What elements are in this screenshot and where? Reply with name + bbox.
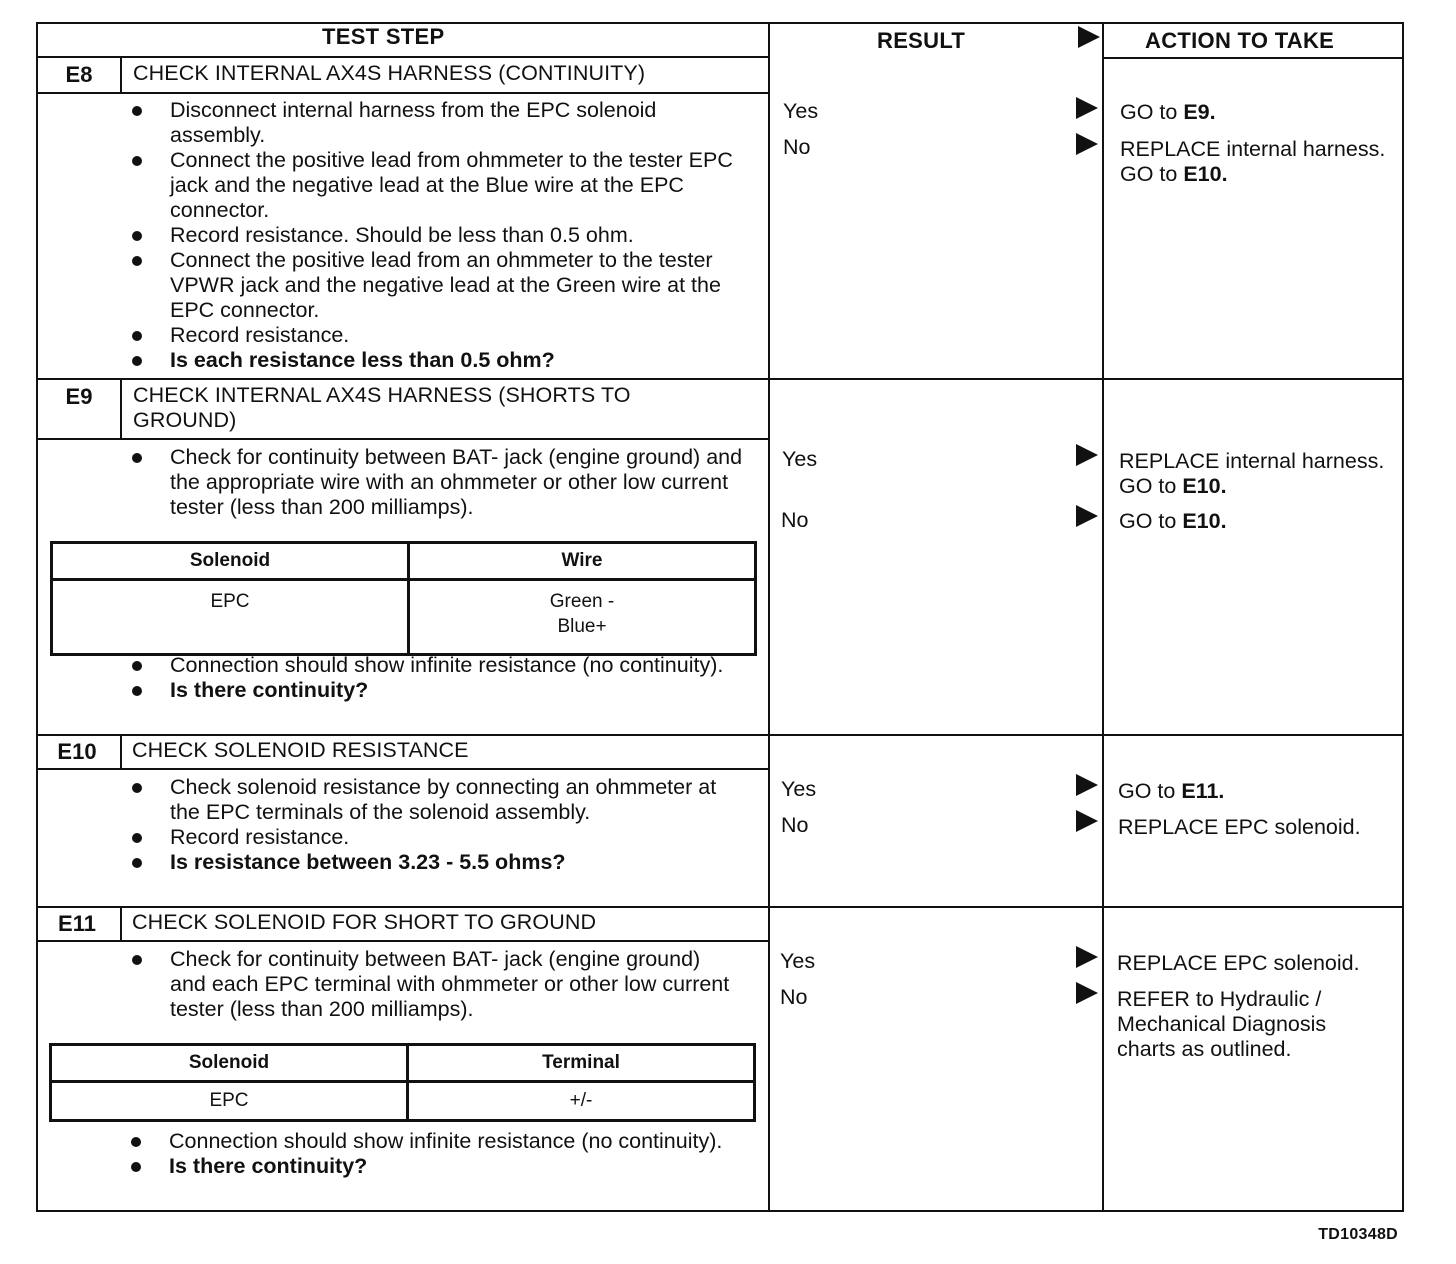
step-instructions-after: [129, 1129, 749, 1179]
result-arrow-icon: [1076, 444, 1098, 466]
step-instructions: [130, 445, 750, 520]
result-yes: Yes: [780, 949, 816, 973]
step-divider: [36, 378, 1404, 380]
result-arrow-icon: [1076, 97, 1098, 119]
step-instructions: [130, 98, 750, 373]
result-no: No: [780, 985, 808, 1009]
step-code: E10: [57, 739, 97, 764]
header-divider: [36, 56, 770, 58]
step-code: E9: [65, 384, 93, 409]
table-cell: EPC: [52, 580, 409, 655]
step-question: Is resistance between 3.23 - 5.5 ohms?: [130, 850, 750, 875]
solenoid-terminal-table: [49, 1043, 756, 1122]
action-no: REPLACE EPC solenoid.: [1118, 815, 1361, 839]
header-result: RESULT: [877, 28, 966, 53]
action-no: REFER to Hydraulic / Mechanical Diagnosis charts as outlined.: [1117, 987, 1327, 1061]
table-header: Solenoid: [52, 543, 409, 580]
header-divider-action: [1102, 57, 1404, 59]
step-question: Is there continuity?: [129, 1154, 749, 1179]
instruction-item: Disconnect internal harness from the EPC solenoid assembly.: [130, 98, 750, 148]
instruction-item: Check for continuity between BAT- jack (engine ground) and each EPC terminal with ohmmeter or other low current tester (less than 200 milliamps).: [130, 947, 730, 1022]
result-yes: Yes: [783, 99, 819, 123]
solenoid-wire-table: [50, 541, 757, 656]
step-instructions-after: [130, 653, 750, 703]
result-arrow-icon: [1076, 505, 1098, 527]
instruction-item: Connection should show infinite resistance (no continuity).: [130, 653, 750, 678]
code-divider: [120, 734, 122, 770]
title-divider: [36, 438, 770, 440]
result-arrow-icon: [1076, 810, 1098, 832]
instruction-item: Connect the positive lead from an ohmmeter to the tester VPWR jack and the negative lead at the Green wire at the EPC connector.: [130, 248, 750, 323]
result-no: No: [781, 508, 809, 532]
result-column-divider: [768, 22, 770, 1212]
result-yes: Yes: [782, 447, 818, 471]
instruction-item: Check solenoid resistance by connecting an ohmmeter at the EPC terminals of the solenoid assembly.: [130, 775, 750, 825]
action-yes: GO to E11.: [1118, 779, 1225, 803]
code-divider: [120, 56, 122, 94]
step-question: Is there continuity?: [130, 678, 750, 703]
code-divider: [120, 378, 122, 440]
result-arrow-icon: [1076, 774, 1098, 796]
step-code: E11: [58, 911, 96, 936]
table-cell: +/-: [408, 1082, 755, 1121]
step-code: E8: [65, 62, 93, 87]
result-arrow-icon: [1076, 982, 1098, 1004]
step-title: CHECK SOLENOID FOR SHORT TO GROUND: [132, 910, 597, 934]
table-cell: EPC: [51, 1082, 408, 1121]
table-header: Solenoid: [51, 1045, 408, 1082]
action-yes: REPLACE EPC solenoid.: [1117, 951, 1360, 975]
header-action: ACTION TO TAKE: [1145, 28, 1335, 53]
instruction-item: Check for continuity between BAT- jack (engine ground) and the appropriate wire with an ohmmeter or other low current tester (less than 200 milliamps).: [130, 445, 750, 520]
step-title: CHECK INTERNAL AX4S HARNESS (CONTINUITY): [133, 61, 646, 85]
instruction-item: Record resistance.: [130, 323, 750, 348]
step-question: Is each resistance less than 0.5 ohm?: [130, 348, 750, 373]
header-test-step: TEST STEP: [322, 24, 445, 49]
result-no: No: [783, 135, 811, 159]
result-no: No: [781, 813, 809, 837]
action-no: REPLACE internal harness. GO to E10.: [1120, 137, 1386, 186]
result-arrow-icon: [1076, 946, 1098, 968]
instruction-item: Record resistance.: [130, 825, 750, 850]
figure-id: TD10348D: [1318, 1226, 1398, 1243]
step-title: CHECK SOLENOID RESISTANCE: [132, 738, 469, 762]
action-column-divider: [1102, 22, 1104, 1212]
table-header: Wire: [409, 543, 756, 580]
action-yes: REPLACE internal harness. GO to E10.: [1119, 449, 1385, 498]
instruction-item: Connection should show infinite resistance (no continuity).: [129, 1129, 749, 1154]
step-instructions: [130, 775, 750, 875]
step-title: CHECK INTERNAL AX4S HARNESS (SHORTS TO GROUND): [133, 383, 631, 432]
instruction-item: Record resistance. Should be less than 0.5 ohm.: [130, 223, 750, 248]
title-divider: [36, 92, 770, 94]
action-no: GO to E10.: [1119, 509, 1227, 533]
table-header: Terminal: [408, 1045, 755, 1082]
result-arrow-icon: [1076, 133, 1098, 155]
result-yes: Yes: [781, 777, 817, 801]
header-arrow-icon: [1078, 26, 1100, 48]
step-instructions: [130, 947, 730, 1022]
action-yes: GO to E9.: [1120, 100, 1216, 124]
title-divider: [36, 768, 770, 770]
step-divider: [36, 734, 1404, 736]
title-divider: [36, 940, 770, 942]
instruction-item: Connect the positive lead from ohmmeter to the tester EPC jack and the negative lead at the Blue wire at the EPC connector.: [130, 148, 750, 223]
code-divider: [120, 906, 122, 942]
step-divider: [36, 906, 1404, 908]
table-cell: Green - Blue+: [409, 580, 756, 655]
